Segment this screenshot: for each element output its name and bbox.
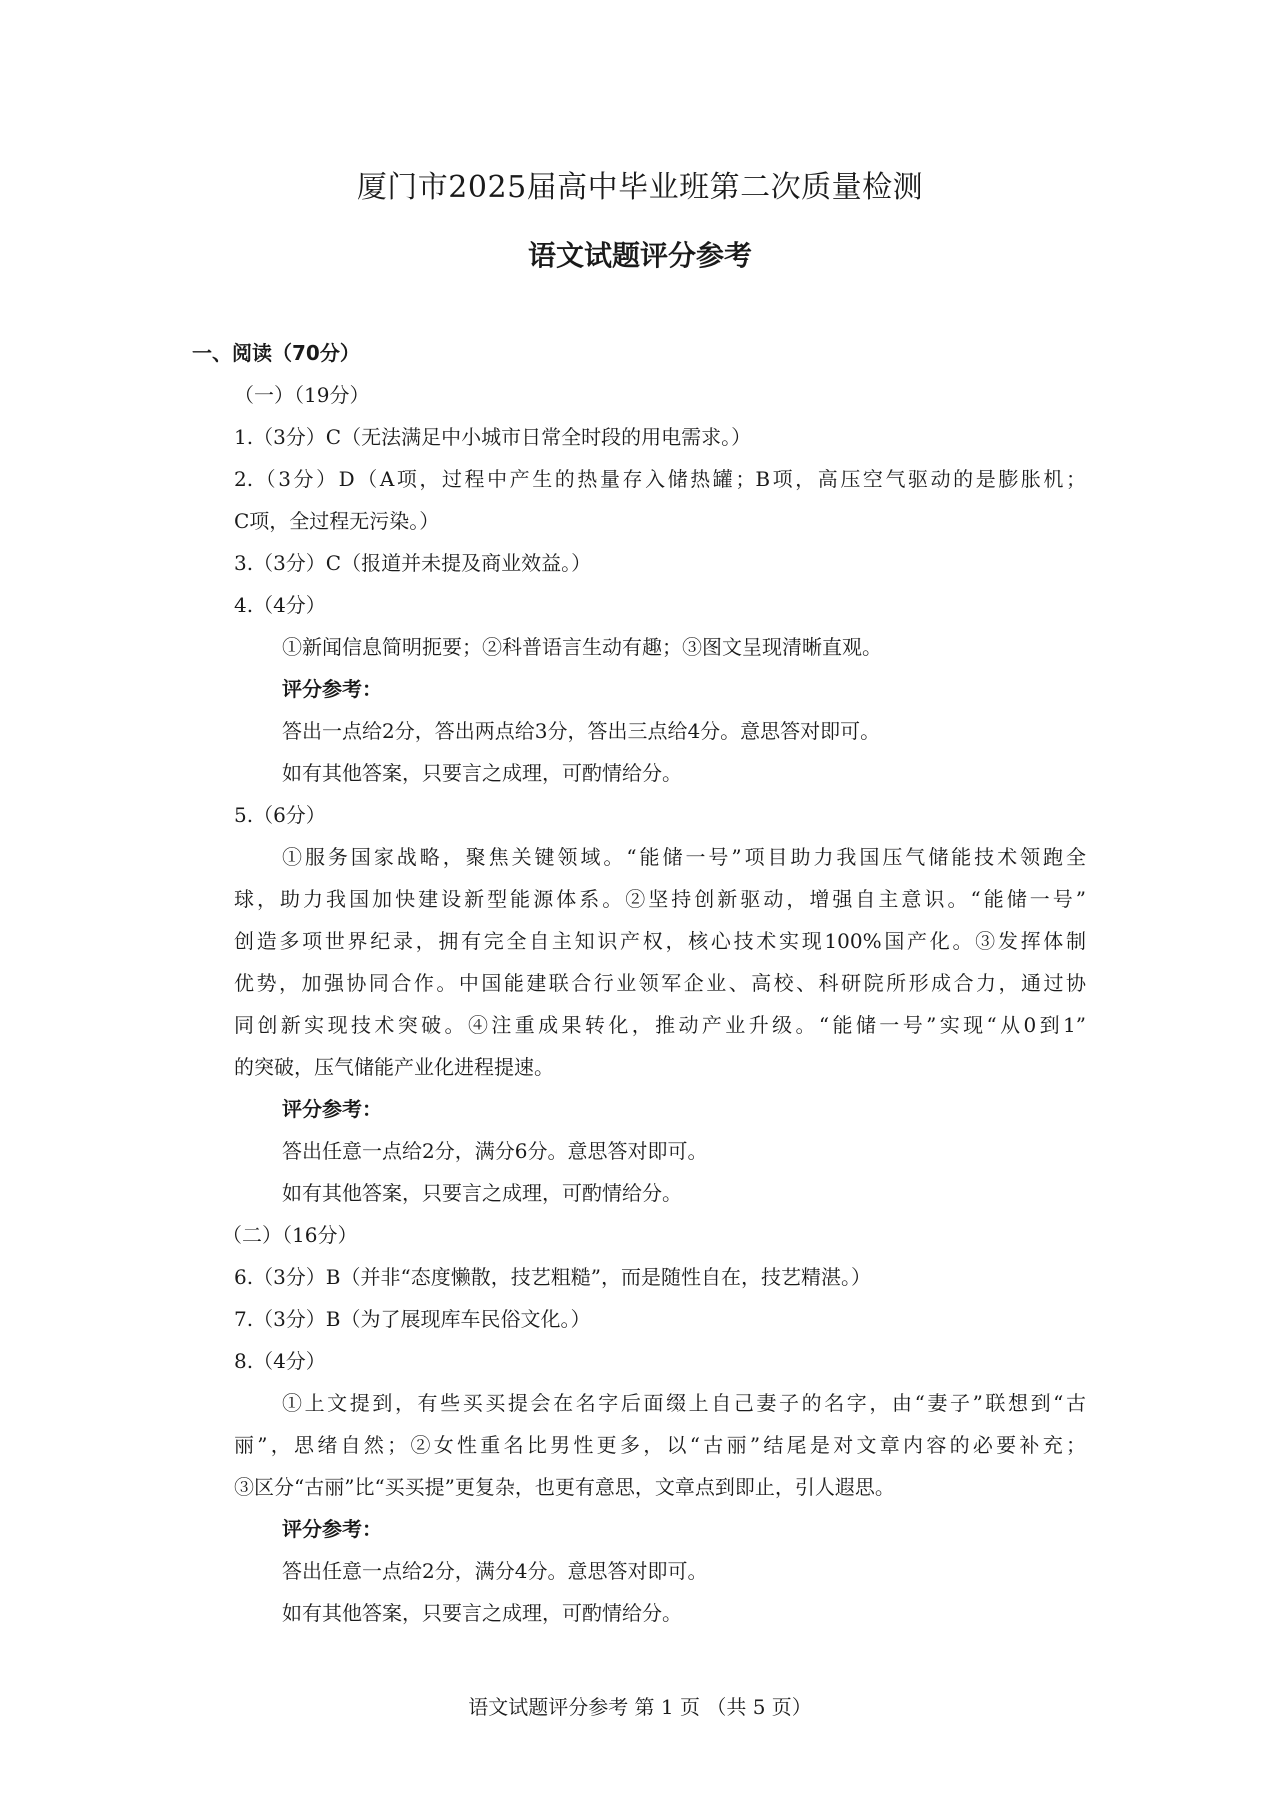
question-5-grading-label: 评分参考： <box>282 1097 382 1121</box>
question-5-grading-2: 如有其他答案，只要言之成理，可酌情给分。 <box>282 1181 682 1205</box>
part2-label: （二）（16分） <box>222 1223 358 1247</box>
question-8-grading-1: 答出任意一点给2分，满分4分。意思答对即可。 <box>282 1559 708 1583</box>
question-5-answer-line: ①服务国家战略，聚焦关键领域。“能储一号”项目助力我国压气储能技术领跑全 <box>282 845 1086 869</box>
question-4-grading-1: 答出一点给2分，答出两点给3分，答出三点给4分。意思答对即可。 <box>282 719 881 743</box>
page-footer: 语文试题评分参考 第 1 页 （共 5 页） <box>468 1695 812 1719</box>
document-subtitle: 语文试题评分参考 <box>527 239 752 272</box>
question-8-grading-2: 如有其他答案，只要言之成理，可酌情给分。 <box>282 1601 682 1625</box>
question-4-grading-2: 如有其他答案，只要言之成理，可酌情给分。 <box>282 761 682 785</box>
question-7-answer: 7.（3分）B（为了展现库车民俗文化。） <box>234 1307 591 1331</box>
question-4-answer: ①新闻信息简明扼要；②科普语言生动有趣；③图文呈现清晰直观。 <box>282 635 882 659</box>
question-3-answer: 3.（3分）C（报道并未提及商业效益。） <box>234 551 592 575</box>
question-4-grading-label: 评分参考： <box>282 677 382 701</box>
question-8-answer-line: ①上文提到，有些买买提会在名字后面缀上自己妻子的名字，由“妻子”联想到“古 <box>282 1391 1086 1415</box>
question-5-answer-line: 创造多项世界纪录，拥有完全自主知识产权，核心技术实现100%国产化。③发挥体制 <box>234 929 1086 953</box>
question-2-answer-line-2: C项，全过程无污染。） <box>234 509 440 533</box>
question-1-answer: 1.（3分）C（无法满足中小城市日常全时段的用电需求。） <box>234 425 752 449</box>
part1-label: （一）（19分） <box>234 383 370 407</box>
question-5-grading-1: 答出任意一点给2分，满分6分。意思答对即可。 <box>282 1139 708 1163</box>
question-8-label: 8.（4分） <box>234 1349 326 1373</box>
document-title: 厦门市2025届高中毕业班第二次质量检测 <box>356 170 924 205</box>
question-4-label: 4.（4分） <box>234 593 326 617</box>
question-5-answer-line: 的突破，压气储能产业化进程提速。 <box>234 1055 554 1079</box>
question-5-label: 5.（6分） <box>234 803 326 827</box>
question-5-answer-line: 球，助力我国加快建设新型能源体系。②坚持创新驱动，增强自主意识。“能储一号” <box>234 887 1086 911</box>
question-8-answer-line: ③区分“古丽”比“买买提”更复杂，也更有意思，文章点到即止，引人遐思。 <box>234 1475 895 1499</box>
question-2-answer-line-1: 2.（3分）D（A项，过程中产生的热量存入储热罐；B项，高压空气驱动的是膨胀机； <box>234 467 1086 491</box>
question-8-answer-line: 丽”，思绪自然；②女性重名比男性更多，以“古丽”结尾是对文章内容的必要补充； <box>234 1433 1086 1457</box>
question-6-answer: 6.（3分）B（并非“态度懒散，技艺粗糙”，而是随性自在，技艺精湛。） <box>234 1265 871 1289</box>
question-5-answer-line: 同创新实现技术突破。④注重成果转化，推动产业升级。“能储一号”实现“从0到1” <box>234 1013 1086 1037</box>
section-heading-reading: 一、阅读（70分） <box>192 341 360 365</box>
question-5-answer-line: 优势，加强协同合作。中国能建联合行业领军企业、高校、科研院所形成合力，通过协 <box>234 971 1086 995</box>
question-8-grading-label: 评分参考： <box>282 1517 382 1541</box>
